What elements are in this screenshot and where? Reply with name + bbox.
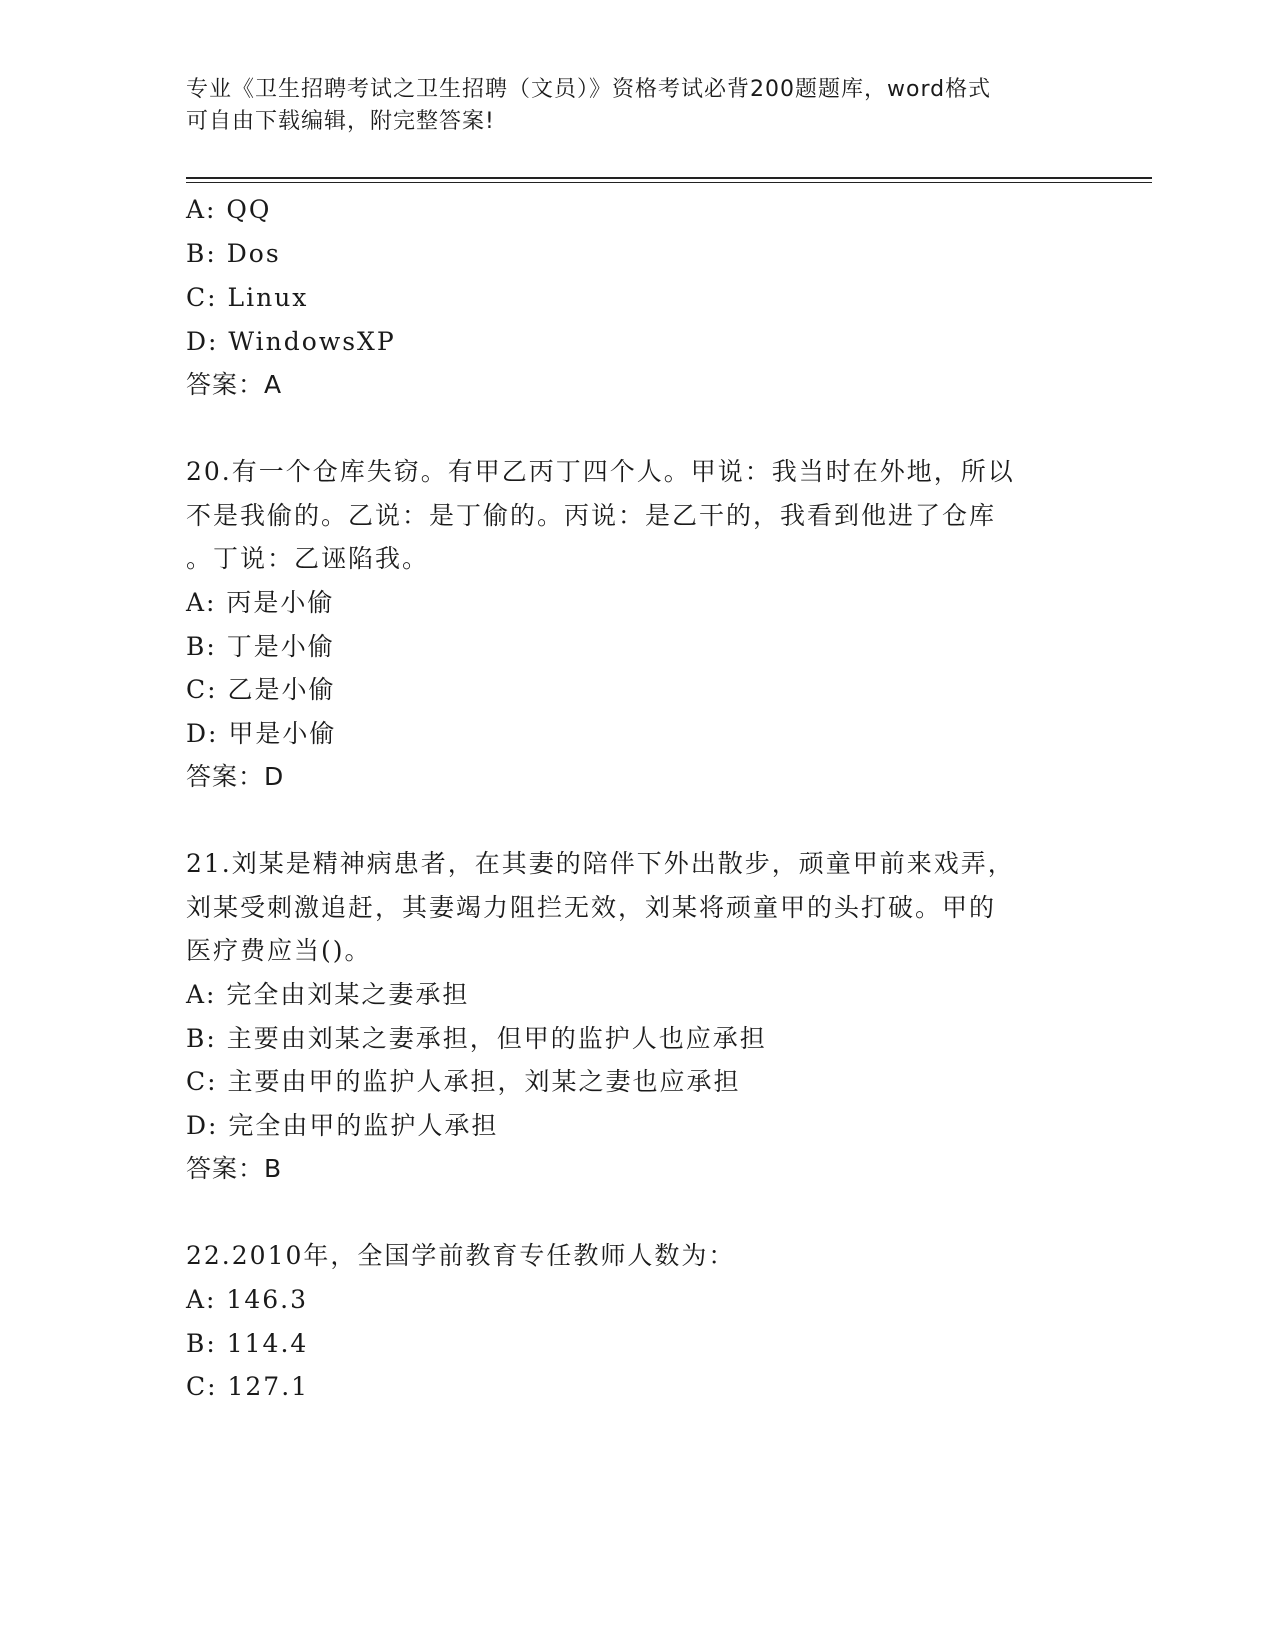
q22-option-c: C: 127.1 (186, 1372, 310, 1401)
q22-option-a: A: 146.3 (186, 1285, 308, 1314)
header-divider-thin (186, 182, 1152, 183)
q22-stem-line-1: 22.2010年，全国学前教育专任教师人数为： (186, 1241, 736, 1270)
q21-option-a: A: 完全由刘某之妻承担 (186, 980, 470, 1009)
q20-option-a: A: 丙是小偷 (186, 588, 335, 617)
q21-option-b: B: 主要由刘某之妻承担，但甲的监护人也应承担 (186, 1024, 767, 1053)
q20-stem-line-3: 。丁说：乙诬陷我。 (186, 544, 430, 573)
q21-stem-line-2: 刘某受刺激追赶，其妻竭力阻拦无效，刘某将顽童甲的头打破。甲的 (186, 893, 997, 922)
q19-option-c: C: Linux (186, 283, 309, 312)
q20-option-d: D: 甲是小偷 (186, 719, 337, 748)
header-divider-thick (186, 177, 1152, 179)
q20-option-b: B: 丁是小偷 (186, 632, 335, 661)
q21-stem-line-3: 医疗费应当()。 (186, 936, 372, 965)
q22-option-b: B: 114.4 (186, 1329, 309, 1358)
document-header (186, 74, 1066, 138)
q19-option-a: A: QQ (186, 195, 272, 224)
q21-answer: 答案：B (186, 1154, 283, 1183)
q21-option-c: C: 主要由甲的监护人承担，刘某之妻也应承担 (186, 1067, 741, 1096)
q20-stem-line-2: 不是我偷的。乙说：是丁偷的。丙说：是乙干的，我看到他进了仓库 (186, 501, 997, 530)
q19-option-b: B: Dos (186, 239, 281, 268)
q20-answer: 答案：D (186, 762, 285, 791)
q21-option-d: D: 完全由甲的监护人承担 (186, 1111, 499, 1140)
q19-answer: 答案：A (186, 370, 283, 399)
q20-option-c: C: 乙是小偷 (186, 675, 336, 704)
q21-stem-line-1: 21.刘某是精神病患者，在其妻的陪伴下外出散步，顽童甲前来戏弄， (186, 849, 1015, 878)
header-title-line-2: 可自由下载编辑，附完整答案! (186, 109, 495, 134)
q20-stem-line-1: 20.有一个仓库失窃。有甲乙丙丁四个人。甲说：我当时在外地，所以 (186, 457, 1015, 486)
q19-option-d: D: WindowsXP (186, 327, 396, 356)
header-title-line-1: 专业《卫生招聘考试之卫生招聘（文员）》资格考试必背200题题库，word格式 (186, 77, 992, 102)
